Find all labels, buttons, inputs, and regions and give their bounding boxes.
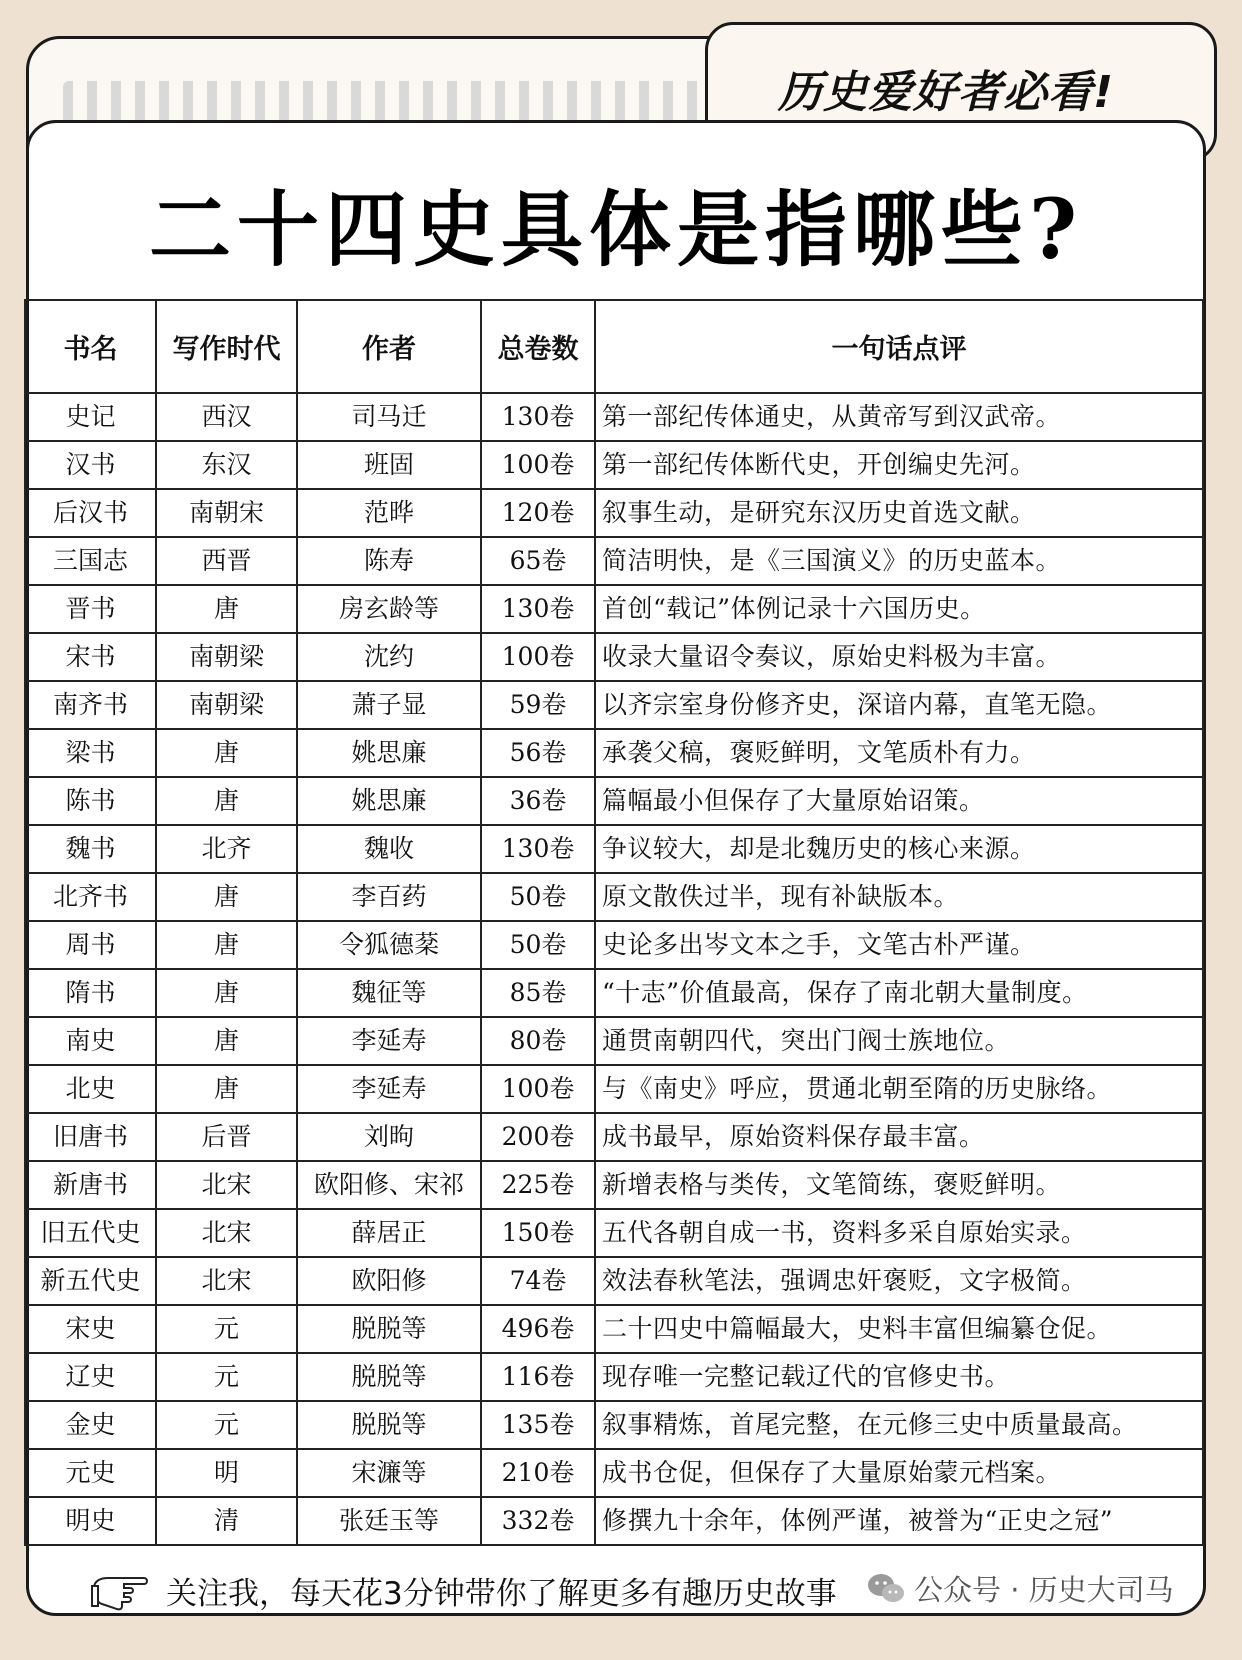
cell-author: 脱脱等 bbox=[297, 1353, 481, 1401]
cell-author: 刘昫 bbox=[297, 1113, 481, 1161]
cell-book-name: 旧五代史 bbox=[25, 1209, 156, 1257]
cell-review: 五代各朝自成一书，资料多采自原始实录。 bbox=[595, 1209, 1203, 1257]
cell-review: 篇幅最小但保存了大量原始诏策。 bbox=[595, 777, 1203, 825]
table-row bbox=[25, 921, 1203, 969]
table-row bbox=[25, 393, 1203, 441]
table-row bbox=[25, 825, 1203, 873]
cell-author: 姚思廉 bbox=[297, 777, 481, 825]
cell-review: 与《南史》呼应，贯通北朝至隋的历史脉络。 bbox=[595, 1065, 1203, 1113]
cell-book-name: 北史 bbox=[25, 1065, 156, 1113]
table-row bbox=[25, 969, 1203, 1017]
cell-volumes: 225卷 bbox=[481, 1161, 595, 1209]
cell-era: 元 bbox=[156, 1401, 297, 1449]
cell-era: 南朝梁 bbox=[156, 681, 297, 729]
cell-review: 新增表格与类传，文笔简练，褒贬鲜明。 bbox=[595, 1161, 1203, 1209]
cell-volumes: 56卷 bbox=[481, 729, 595, 777]
cell-review: 效法春秋笔法，强调忠奸褒贬，文字极简。 bbox=[595, 1257, 1203, 1305]
cell-review: 简洁明快，是《三国演义》的历史蓝本。 bbox=[595, 537, 1203, 585]
cell-era: 唐 bbox=[156, 1017, 297, 1065]
cell-volumes: 36卷 bbox=[481, 777, 595, 825]
cell-author: 魏收 bbox=[297, 825, 481, 873]
table-row bbox=[25, 873, 1203, 921]
cell-book-name: 南史 bbox=[25, 1017, 156, 1065]
cell-era: 元 bbox=[156, 1305, 297, 1353]
table-row bbox=[25, 1161, 1203, 1209]
cell-review: 原文散佚过半，现有补缺版本。 bbox=[595, 873, 1203, 921]
cell-review: 通贯南朝四代，突出门阀士族地位。 bbox=[595, 1017, 1203, 1065]
pointing-hand-icon bbox=[90, 1566, 150, 1612]
cell-review: 收录大量诏令奏议，原始史料极为丰富。 bbox=[595, 633, 1203, 681]
cell-author: 魏征等 bbox=[297, 969, 481, 1017]
badge-text: 历史爱好者必看! bbox=[778, 67, 1115, 118]
cell-volumes: 210卷 bbox=[481, 1449, 595, 1497]
header-era: 写作时代 bbox=[156, 300, 297, 393]
table-row bbox=[25, 1305, 1203, 1353]
cell-book-name: 魏书 bbox=[25, 825, 156, 873]
cell-era: 唐 bbox=[156, 729, 297, 777]
page-title: 二十四史具体是指哪些? bbox=[148, 182, 1084, 278]
cell-book-name: 金史 bbox=[25, 1401, 156, 1449]
cell-volumes: 59卷 bbox=[481, 681, 595, 729]
cell-author: 姚思廉 bbox=[297, 729, 481, 777]
table-row bbox=[25, 729, 1203, 777]
cell-author: 房玄龄等 bbox=[297, 585, 481, 633]
cell-author: 沈约 bbox=[297, 633, 481, 681]
table-row bbox=[25, 489, 1203, 537]
cell-volumes: 332卷 bbox=[481, 1497, 595, 1545]
cell-author: 司马迁 bbox=[297, 393, 481, 441]
cell-volumes: 120卷 bbox=[481, 489, 595, 537]
cell-review: 以齐宗室身份修齐史，深谙内幕，直笔无隐。 bbox=[595, 681, 1203, 729]
table-row bbox=[25, 1017, 1203, 1065]
cell-era: 元 bbox=[156, 1353, 297, 1401]
cell-author: 宋濂等 bbox=[297, 1449, 481, 1497]
cell-volumes: 130卷 bbox=[481, 585, 595, 633]
cell-era: 唐 bbox=[156, 1065, 297, 1113]
table-row bbox=[25, 1353, 1203, 1401]
cell-author: 班固 bbox=[297, 441, 481, 489]
table-row bbox=[25, 1401, 1203, 1449]
cell-book-name: 明史 bbox=[25, 1497, 156, 1545]
cell-volumes: 116卷 bbox=[481, 1353, 595, 1401]
cell-volumes: 100卷 bbox=[481, 633, 595, 681]
header-review: 一句话点评 bbox=[595, 300, 1203, 393]
cell-era: 北宋 bbox=[156, 1161, 297, 1209]
cell-author: 萧子显 bbox=[297, 681, 481, 729]
cell-volumes: 130卷 bbox=[481, 393, 595, 441]
table-row bbox=[25, 681, 1203, 729]
cell-era: 后晋 bbox=[156, 1113, 297, 1161]
cell-volumes: 150卷 bbox=[481, 1209, 595, 1257]
cell-author: 薛居正 bbox=[297, 1209, 481, 1257]
cell-book-name: 史记 bbox=[25, 393, 156, 441]
cell-review: 史论多出岑文本之手，文笔古朴严谨。 bbox=[595, 921, 1203, 969]
cell-era: 唐 bbox=[156, 921, 297, 969]
table-body bbox=[25, 393, 1203, 1545]
cell-review: 叙事精炼，首尾完整，在元修三史中质量最高。 bbox=[595, 1401, 1203, 1449]
cell-era: 北齐 bbox=[156, 825, 297, 873]
table-row bbox=[25, 585, 1203, 633]
cell-author: 脱脱等 bbox=[297, 1305, 481, 1353]
cell-book-name: 周书 bbox=[25, 921, 156, 969]
cell-volumes: 496卷 bbox=[481, 1305, 595, 1353]
cell-volumes: 74卷 bbox=[481, 1257, 595, 1305]
cell-review: 成书仓促，但保存了大量原始蒙元档案。 bbox=[595, 1449, 1203, 1497]
cell-review: 叙事生动，是研究东汉历史首选文献。 bbox=[595, 489, 1203, 537]
cell-era: 唐 bbox=[156, 777, 297, 825]
cell-author: 李百药 bbox=[297, 873, 481, 921]
cell-book-name: 隋书 bbox=[25, 969, 156, 1017]
cell-book-name: 新五代史 bbox=[25, 1257, 156, 1305]
wechat-account bbox=[866, 1568, 1174, 1609]
cell-book-name: 北齐书 bbox=[25, 873, 156, 921]
cell-book-name: 晋书 bbox=[25, 585, 156, 633]
wechat-icon bbox=[866, 1572, 906, 1606]
cell-author: 陈寿 bbox=[297, 537, 481, 585]
cell-era: 北宋 bbox=[156, 1257, 297, 1305]
cell-author: 欧阳修、宋祁 bbox=[297, 1161, 481, 1209]
table-row bbox=[25, 777, 1203, 825]
decorative-ticks bbox=[63, 81, 725, 125]
cell-era: 西晋 bbox=[156, 537, 297, 585]
cell-era: 唐 bbox=[156, 873, 297, 921]
cell-era: 唐 bbox=[156, 585, 297, 633]
table-row bbox=[25, 1065, 1203, 1113]
cell-book-name: 宋书 bbox=[25, 633, 156, 681]
header-book-name: 书名 bbox=[25, 300, 156, 393]
table-row bbox=[25, 633, 1203, 681]
history-books-table bbox=[24, 299, 1204, 1546]
wechat-account-label: 公众号 · 历史大司马 bbox=[914, 1573, 1174, 1607]
cell-book-name: 梁书 bbox=[25, 729, 156, 777]
cell-review: 二十四史中篇幅最大，史料丰富但编纂仓促。 bbox=[595, 1305, 1203, 1353]
cell-book-name: 南齐书 bbox=[25, 681, 156, 729]
cell-volumes: 65卷 bbox=[481, 537, 595, 585]
cell-volumes: 85卷 bbox=[481, 969, 595, 1017]
table-row bbox=[25, 441, 1203, 489]
footer bbox=[90, 1566, 1242, 1622]
cell-era: 西汉 bbox=[156, 393, 297, 441]
cell-book-name: 新唐书 bbox=[25, 1161, 156, 1209]
cell-volumes: 135卷 bbox=[481, 1401, 595, 1449]
table-row bbox=[25, 537, 1203, 585]
cell-book-name: 陈书 bbox=[25, 777, 156, 825]
cell-review: 承袭父稿，褒贬鲜明，文笔质朴有力。 bbox=[595, 729, 1203, 777]
cell-era: 南朝梁 bbox=[156, 633, 297, 681]
cell-author: 脱脱等 bbox=[297, 1401, 481, 1449]
table-row bbox=[25, 1209, 1203, 1257]
cell-volumes: 50卷 bbox=[481, 921, 595, 969]
cell-volumes: 50卷 bbox=[481, 873, 595, 921]
cell-review: 成书最早，原始资料保存最丰富。 bbox=[595, 1113, 1203, 1161]
table-row bbox=[25, 1257, 1203, 1305]
header-author: 作者 bbox=[297, 300, 481, 393]
cell-volumes: 200卷 bbox=[481, 1113, 595, 1161]
cell-book-name: 辽史 bbox=[25, 1353, 156, 1401]
cell-review: 第一部纪传体断代史，开创编史先河。 bbox=[595, 441, 1203, 489]
cell-author: 欧阳修 bbox=[297, 1257, 481, 1305]
cell-author: 李延寿 bbox=[297, 1065, 481, 1113]
cell-era: 北宋 bbox=[156, 1209, 297, 1257]
cell-author: 令狐德棻 bbox=[297, 921, 481, 969]
cell-book-name: 汉书 bbox=[25, 441, 156, 489]
cell-review: 现存唯一完整记载辽代的官修史书。 bbox=[595, 1353, 1203, 1401]
cell-volumes: 80卷 bbox=[481, 1017, 595, 1065]
cell-era: 唐 bbox=[156, 969, 297, 1017]
table-header-row bbox=[25, 300, 1203, 393]
cell-review: 首创“载记”体例记录十六国历史。 bbox=[595, 585, 1203, 633]
header-volumes: 总卷数 bbox=[481, 300, 595, 393]
cell-volumes: 100卷 bbox=[481, 441, 595, 489]
cell-era: 南朝宋 bbox=[156, 489, 297, 537]
cell-review: 第一部纪传体通史，从黄帝写到汉武帝。 bbox=[595, 393, 1203, 441]
cell-review: “十志”价值最高，保存了南北朝大量制度。 bbox=[595, 969, 1203, 1017]
footer-follow-text: 关注我，每天花3分钟带你了解更多有趣历史故事 bbox=[166, 1576, 837, 1612]
cell-volumes: 100卷 bbox=[481, 1065, 595, 1113]
cell-book-name: 宋史 bbox=[25, 1305, 156, 1353]
table-row bbox=[25, 1449, 1203, 1497]
cell-review: 争议较大，却是北魏历史的核心来源。 bbox=[595, 825, 1203, 873]
cell-era: 明 bbox=[156, 1449, 297, 1497]
table-row bbox=[25, 1497, 1203, 1545]
cell-era: 清 bbox=[156, 1497, 297, 1545]
table-row bbox=[25, 1113, 1203, 1161]
cell-author: 范晔 bbox=[297, 489, 481, 537]
cell-author: 李延寿 bbox=[297, 1017, 481, 1065]
cell-book-name: 后汉书 bbox=[25, 489, 156, 537]
cell-author: 张廷玉等 bbox=[297, 1497, 481, 1545]
cell-volumes: 130卷 bbox=[481, 825, 595, 873]
cell-book-name: 旧唐书 bbox=[25, 1113, 156, 1161]
cell-era: 东汉 bbox=[156, 441, 297, 489]
cell-review: 修撰九十余年，体例严谨，被誉为“正史之冠” bbox=[595, 1497, 1203, 1545]
cell-book-name: 三国志 bbox=[25, 537, 156, 585]
cell-book-name: 元史 bbox=[25, 1449, 156, 1497]
